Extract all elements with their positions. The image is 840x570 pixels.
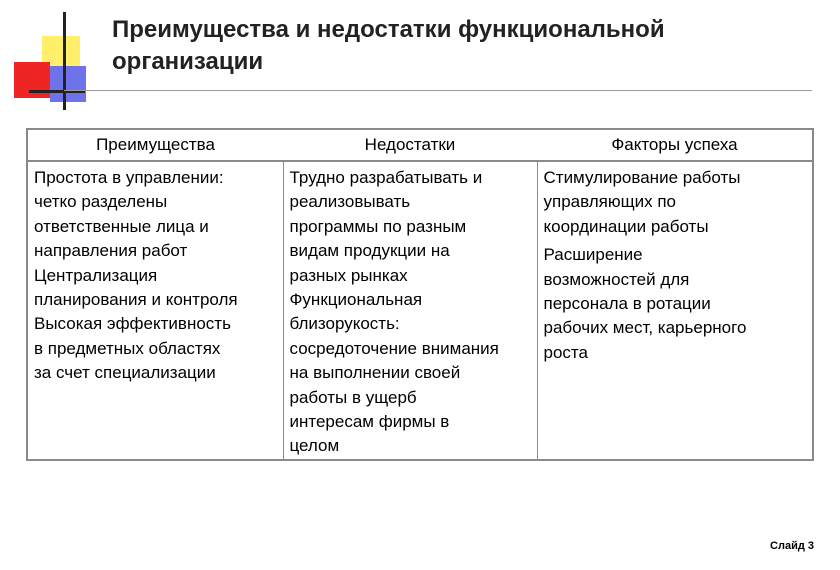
advantages-line: за счет специализации bbox=[34, 363, 216, 383]
disadvantages-line: Функциональная bbox=[289, 290, 423, 310]
advantages-line: ответственные лица и bbox=[34, 216, 209, 236]
header-success-factors: Факторы успеха bbox=[537, 129, 813, 161]
disadvantages-line: реализовывать bbox=[289, 192, 411, 212]
advantages-cell bbox=[27, 161, 283, 460]
header-disadvantages: Недостатки bbox=[283, 129, 537, 161]
success-factors-line: Стимулирование работы bbox=[543, 168, 741, 187]
advantages-line: Простота в управлении: bbox=[34, 168, 224, 187]
title-underline bbox=[64, 90, 812, 91]
disadvantages-line: Трудно разрабатывать и bbox=[289, 168, 483, 187]
advantages-line: Централизация bbox=[34, 265, 158, 285]
advantages-line: направления работ bbox=[34, 241, 188, 261]
disadvantages-line: сосредоточение внимания bbox=[289, 338, 499, 358]
success-factors-line: персонала в ротации bbox=[543, 294, 711, 314]
advantages-line: планирования и контроля bbox=[34, 290, 238, 310]
slide-title-line-1: Преимущества и недостатки функциональной bbox=[112, 16, 665, 43]
success-factors-line: возможностей для bbox=[543, 269, 690, 289]
disadvantages-line: на выполнении своей bbox=[289, 363, 461, 383]
disadvantages-line: целом bbox=[289, 436, 340, 456]
table-header-row bbox=[27, 129, 813, 161]
decor-vertical-line bbox=[63, 12, 66, 110]
success-factors-cell bbox=[537, 161, 813, 460]
disadvantages-cell bbox=[283, 161, 537, 460]
advantages-line: в предметных областях bbox=[34, 338, 221, 358]
header-advantages: Преимущества bbox=[27, 129, 283, 161]
disadvantages-line: близорукость: bbox=[289, 314, 400, 334]
disadvantages-line: интересам фирмы в bbox=[289, 412, 450, 432]
disadvantages-line: видам продукции на bbox=[289, 241, 450, 261]
success-factors-line: координации работы bbox=[543, 216, 709, 236]
disadvantages-line: разных рынках bbox=[289, 265, 408, 285]
table-row bbox=[27, 161, 813, 460]
advantages-line: Высокая эффективность bbox=[34, 314, 231, 334]
success-factors-line: рабочих мест, карьерного bbox=[543, 318, 747, 338]
disadvantages-line: программы по разным bbox=[289, 216, 467, 236]
decor-blue-square bbox=[50, 66, 86, 102]
slide-title-line-2: организации bbox=[112, 48, 264, 75]
success-factors-line: роста bbox=[543, 342, 588, 362]
slide-number: Слайд 3 bbox=[770, 540, 814, 552]
success-factors-line: управляющих по bbox=[543, 192, 676, 212]
disadvantages-line: работы в ущерб bbox=[289, 387, 417, 407]
slide-title bbox=[112, 14, 812, 78]
comparison-table bbox=[26, 128, 814, 461]
advantages-line: четко разделены bbox=[34, 192, 168, 212]
success-factors-line: Расширение bbox=[543, 245, 643, 265]
